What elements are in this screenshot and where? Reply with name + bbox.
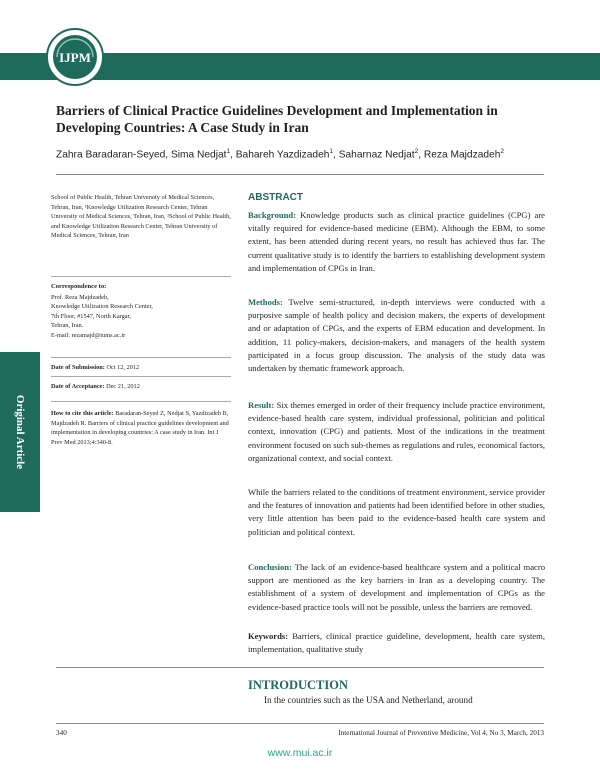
acceptance-value: Dec 21, 2012: [106, 383, 140, 390]
divider: [51, 276, 231, 277]
submission-value: Oct 12, 2012: [106, 364, 140, 371]
author-list: [56, 148, 504, 160]
abstract-result-continued: While the barriers related to the conditions of treatment environment, service provider and the features of innovation and patients had been identified before in other studies, very little attention has been paid to the evidence-based health care system and politician and political context.: [248, 487, 545, 537]
author-name: Zahra Baradaran-Seyed: [56, 149, 166, 161]
abstract-conclusion: [248, 561, 545, 614]
author-separator: ,: [418, 149, 424, 161]
author-affiliation-mark: 1: [329, 148, 334, 155]
author-name: Bahareh Yazdizadeh: [235, 149, 330, 161]
divider: [56, 174, 544, 175]
abstract-keywords: [248, 630, 545, 656]
divider: [51, 357, 231, 358]
author-affiliation-mark: 2: [500, 148, 504, 155]
conclusion-label: Conclusion:: [248, 562, 292, 572]
conclusion-text: The lack of an evidence-based healthcare system and a political macro support are mentioned as the key barriers in Iran as a developing country. The establishment of a system of development and implementation of CPGs as the evidence-based practice tools will not be possible, unless the barriers are removed.: [248, 562, 545, 612]
author-separator: ,: [230, 149, 236, 161]
university-url[interactable]: www.mui.ac.ir: [267, 747, 333, 759]
citation: [51, 409, 231, 447]
author-separator: ,: [333, 149, 339, 161]
keywords-text: Barriers, clinical practice guideline, development, health care system, implementation, qualitative study: [248, 631, 545, 655]
correspondence-line: 7th Floor, #1547, North Kargar,: [51, 312, 132, 320]
submission-label: Date of Submission:: [51, 364, 105, 371]
article-title: Barriers of Clinical Practice Guidelines Development and Implementation in Developing Countries: A Case Study in Iran: [56, 103, 498, 135]
page-number: 340: [56, 729, 67, 737]
section-tab-label: Original Article: [14, 394, 26, 470]
abstract-result: [248, 399, 545, 465]
author-separator: ,: [165, 149, 171, 161]
divider: [51, 401, 231, 402]
background-label: Background:: [248, 210, 297, 220]
introduction-heading: INTRODUCTION: [248, 678, 349, 692]
footer-divider: [56, 723, 544, 724]
journal-url[interactable]: www.ijpm.ir: [498, 115, 544, 125]
author-affiliation-mark: 1: [226, 148, 231, 155]
author-affiliation-mark: 2: [414, 148, 419, 155]
author-name: Reza Majdzadeh: [423, 149, 501, 161]
affiliations: School of Public Health, Tehran University of Medical Sciences, Tehran, Iran, ¹Knowledge Utilization Research Center, Tehran University of Medical Sciences, Tehran, Iran, ²School of Public Health, and Knowledge Utilization Research Center, Tehran University of Medical Sciences, Tehran, Iran: [51, 194, 231, 240]
result-label: Result:: [248, 400, 275, 410]
methods-label: Methods:: [248, 297, 283, 307]
introduction-text: In the countries such as the USA and Netherland, around: [264, 695, 473, 705]
correspondence: [51, 282, 231, 341]
background-text: Knowledge products such as clinical practice guidelines (CPG) are vitally required for evidence-based medicine (EBM). Although the EBM, to some extent, has been attended during recent years, no result has achieved thus far. The current qualitative study is to identify the barriers to establishing development system and implementation of CPGs in Iran.: [248, 210, 546, 273]
logo-text: IJPM: [59, 50, 91, 65]
divider: [56, 667, 544, 668]
keywords-label: Keywords:: [248, 631, 289, 641]
journal-logo: [46, 28, 104, 86]
correspondence-line: Knowledge Utilization Research Center,: [51, 303, 153, 311]
correspondence-line: Tehran, Iran.: [51, 322, 84, 330]
acceptance-date: [51, 382, 231, 392]
cite-text: Baradaran-Seyed Z, Nedjat S, Yazdizadeh B, Majdzadeh R. Barriers of clinical practice guidelines development and implementation in developing countries: A case study in Iran. Int J Prev Med 2013;4:340-8.: [51, 410, 229, 446]
author-name: Saharnaz Nedjat: [338, 149, 415, 161]
abstract-background: [248, 209, 545, 275]
correspondence-heading: Correspondence to:: [51, 283, 107, 290]
methods-text: Twelve semi-structured, in-depth interviews were conducted with a purposive sample of health policy and decision makers, the experts of development and or adaptation of CPGs, and the experts of EBM education and development. In addition, 11 policy-makers, decision-makers, and managers of the health system participated in a focus group discussion. The analysis of the study data was undertaken by thematic framework approach.: [248, 297, 545, 374]
journal-citation: International Journal of Preventive Medicine, Vol 4, No 3, March, 2013: [338, 729, 544, 737]
section-tab: [0, 352, 40, 512]
divider: [51, 376, 231, 377]
author-name: Sima Nedjat: [170, 149, 227, 161]
cite-label: How to cite this article:: [51, 410, 114, 417]
abstract-methods: [248, 296, 545, 375]
submission-date: [51, 363, 231, 373]
correspondence-line: Prof. Reza Majdzadeh,: [51, 293, 109, 301]
correspondence-email[interactable]: E-mail: rezamajd@tums.ac.ir: [51, 331, 126, 339]
acceptance-label: Date of Acceptance:: [51, 383, 105, 390]
result-text: Six themes emerged in order of their frequency include practice environment, evidence-based health care system, individual professional, politician and political context, innovation (CPG) and patients. Most of the indications in the treatment environment focused on such sub-themes as regulations and rules, economical factors, organizational context, and social context.: [248, 400, 545, 463]
abstract-heading: ABSTRACT: [248, 192, 303, 203]
